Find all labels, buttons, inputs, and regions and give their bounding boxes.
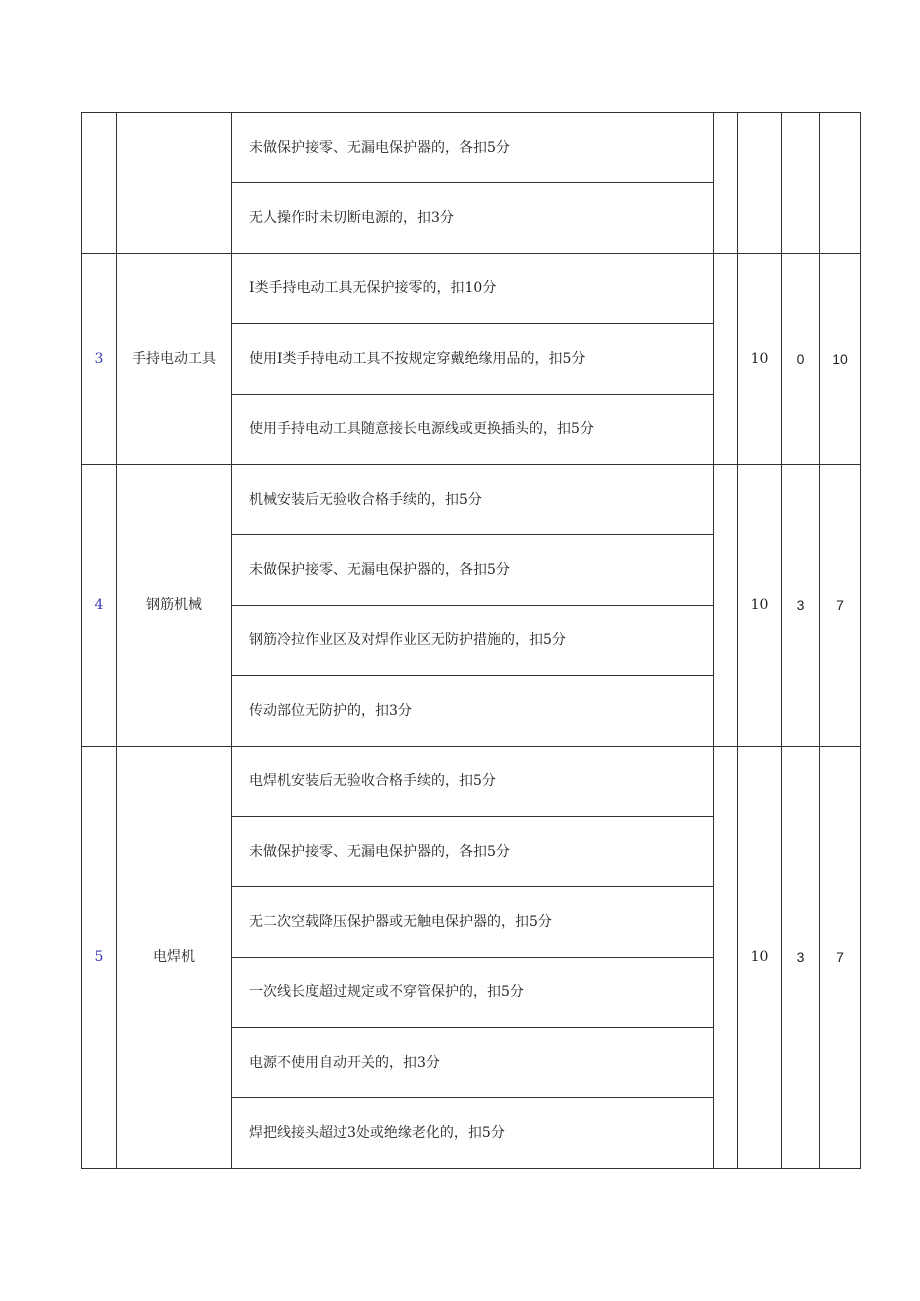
full-score: 10 — [738, 464, 782, 746]
check-item: 使用I类手持电动工具不按规定穿戴绝缘用品的，扣5分 — [232, 324, 714, 394]
blank-cell — [714, 746, 738, 1168]
deducted-score: 3 — [782, 746, 820, 1168]
section-number: 4 — [82, 464, 117, 746]
full-score: 10 — [738, 253, 782, 464]
section-name: 手持电动工具 — [117, 253, 232, 464]
table-row — [82, 746, 861, 816]
check-item: 无人操作时未切断电源的，扣3分 — [232, 183, 714, 253]
full-score: 10 — [738, 746, 782, 1168]
check-item: 机械安装后无验收合格手续的，扣5分 — [232, 464, 714, 534]
blank-cell — [714, 113, 738, 254]
full-score — [738, 113, 782, 254]
table-row — [82, 464, 861, 534]
check-item: 无二次空载降压保护器或无触电保护器的，扣5分 — [232, 887, 714, 957]
section-number: 3 — [82, 253, 117, 464]
section-name — [117, 113, 232, 254]
section-name: 钢筋机械 — [117, 464, 232, 746]
table-row — [82, 113, 861, 183]
check-item: 使用手持电动工具随意接长电源线或更换插头的，扣5分 — [232, 394, 714, 464]
check-item: 传动部位无防护的，扣3分 — [232, 676, 714, 746]
deducted-score: 0 — [782, 253, 820, 464]
safety-inspection-table — [81, 112, 861, 1169]
section-number: 5 — [82, 746, 117, 1168]
check-item: 电焊机安装后无验收合格手续的，扣5分 — [232, 746, 714, 816]
check-item: 未做保护接零、无漏电保护器的，各扣5分 — [232, 535, 714, 605]
table-row — [82, 253, 861, 323]
check-item: I类手持电动工具无保护接零的，扣10分 — [232, 253, 714, 323]
actual-score — [820, 113, 861, 254]
actual-score: 7 — [820, 746, 861, 1168]
section-number — [82, 113, 117, 254]
deducted-score: 3 — [782, 464, 820, 746]
section-name: 电焊机 — [117, 746, 232, 1168]
deducted-score — [782, 113, 820, 254]
actual-score: 10 — [820, 253, 861, 464]
check-item: 未做保护接零、无漏电保护器的，各扣5分 — [232, 113, 714, 183]
actual-score: 7 — [820, 464, 861, 746]
check-item: 电源不使用自动开关的，扣3分 — [232, 1028, 714, 1098]
check-item: 钢筋冷拉作业区及对焊作业区无防护措施的，扣5分 — [232, 605, 714, 675]
check-item: 一次线长度超过规定或不穿管保护的，扣5分 — [232, 957, 714, 1027]
check-item: 焊把线接头超过3处或绝缘老化的，扣5分 — [232, 1098, 714, 1168]
blank-cell — [714, 253, 738, 464]
check-item: 未做保护接零、无漏电保护器的，各扣5分 — [232, 816, 714, 886]
blank-cell — [714, 464, 738, 746]
